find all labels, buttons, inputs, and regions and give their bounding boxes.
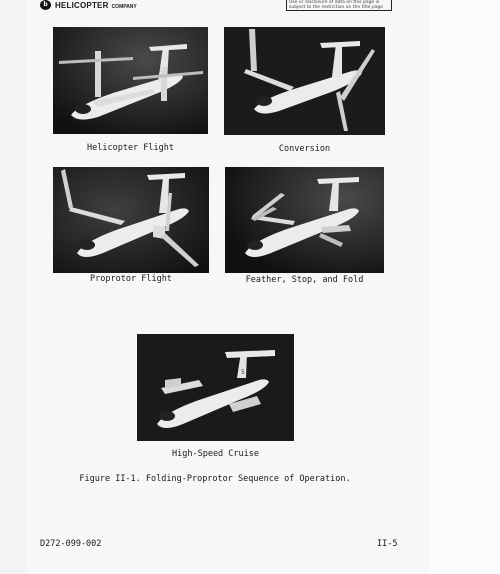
caption-proprotor-flight: Proprotor Flight — [90, 274, 172, 284]
svg-text:2: 2 — [157, 66, 161, 73]
company-logo — [40, 0, 170, 10]
document-number: D272-099-002 — [40, 539, 102, 549]
photo-conversion — [224, 27, 385, 135]
disclosure-line: Use or disclosure of data on this page is — [289, 0, 380, 5]
logo-mark-icon: b — [40, 0, 51, 10]
figure-title: Figure II-1. Folding-Proprotor Sequence of Operation. — [79, 474, 351, 484]
photo-proprotor-flight — [53, 167, 209, 273]
disclosure-notice — [286, 0, 392, 11]
photo-helicopter-flight — [53, 27, 208, 134]
svg-text:5: 5 — [241, 369, 245, 376]
caption-conversion: Conversion — [278, 144, 331, 154]
photo-high-speed-cruise — [137, 334, 294, 441]
page-number: II-5 — [377, 539, 398, 549]
caption-helicopter-flight: Helicopter Flight — [87, 143, 174, 153]
company-wordmark — [55, 1, 137, 10]
company-name: HELICOPTER — [55, 0, 109, 10]
caption-high-speed-cruise: High-Speed Cruise — [172, 449, 259, 459]
disclosure-line: subject to the restriction on the title page — [289, 5, 384, 11]
company-suffix: COMPANY — [111, 3, 137, 10]
page-margin — [430, 0, 500, 574]
caption-feather-stop-fold: Feather, Stop, and Fold — [245, 275, 364, 285]
photo-feather-stop-fold — [225, 167, 384, 273]
